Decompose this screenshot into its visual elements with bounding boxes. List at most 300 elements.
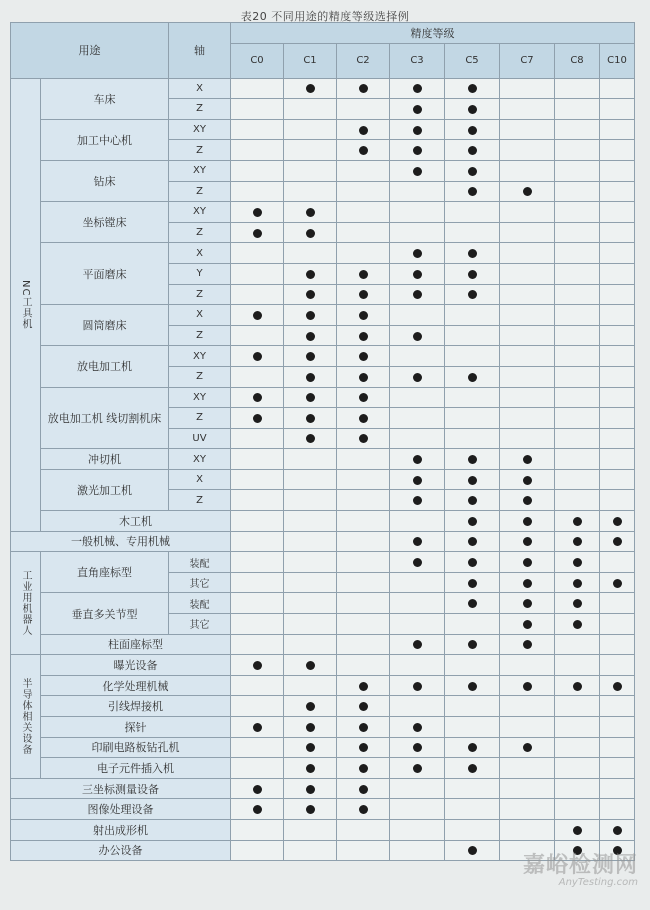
grade-cell-c3 (390, 202, 445, 223)
grade-cell-c2 (337, 655, 390, 676)
grade-cell-c5 (445, 593, 500, 614)
applicable-dot (359, 702, 368, 711)
applicable-dot (523, 496, 532, 505)
machine-name: 木工机 (41, 511, 231, 532)
grade-cell-c1 (284, 737, 337, 758)
grade-cell-c7 (500, 222, 555, 243)
grade-cell-c0 (231, 140, 284, 161)
applicable-dot (413, 290, 422, 299)
grade-cell-c8 (555, 758, 600, 779)
grade-cell-c2 (337, 758, 390, 779)
grade-cell-c10 (600, 634, 635, 655)
grade-cell-c5 (445, 840, 500, 861)
grade-cell-c1 (284, 243, 337, 264)
grade-cell-c2 (337, 202, 390, 223)
grade-cell-c10 (600, 819, 635, 840)
grade-cell-c8 (555, 675, 600, 696)
watermark (523, 848, 638, 888)
axis-cell: XY (169, 346, 231, 367)
applicable-dot (306, 84, 315, 93)
grade-cell-c8 (555, 469, 600, 490)
axis-cell: 其它 (169, 614, 231, 635)
applicable-dot (468, 167, 477, 176)
grade-cell-c2 (337, 284, 390, 305)
applicable-dot (523, 517, 532, 526)
grade-cell-c0 (231, 675, 284, 696)
grade-cell-c1 (284, 366, 337, 387)
grade-cell-c1 (284, 181, 337, 202)
table-row (11, 717, 635, 738)
grade-cell-c10 (600, 552, 635, 573)
applicable-dot (523, 558, 532, 567)
applicable-dot (573, 599, 582, 608)
table-row (11, 552, 635, 573)
grade-cell-c10 (600, 758, 635, 779)
grade-cell-c2 (337, 160, 390, 181)
applicable-dot (468, 599, 477, 608)
grade-header-c8: C8 (555, 43, 600, 78)
applicable-dot (413, 558, 422, 567)
grade-cell-c2 (337, 675, 390, 696)
grade-cell-c3 (390, 408, 445, 429)
grade-cell-c2 (337, 346, 390, 367)
grade-cell-c5 (445, 408, 500, 429)
grade-cell-c2 (337, 181, 390, 202)
grade-cell-c10 (600, 531, 635, 552)
grade-cell-c7 (500, 140, 555, 161)
applicable-dot (306, 393, 315, 402)
applicable-dot (613, 826, 622, 835)
grade-cell-c10 (600, 263, 635, 284)
applicable-dot (573, 579, 582, 588)
grade-cell-c5 (445, 634, 500, 655)
table-row (11, 305, 635, 326)
grade-cell-c8 (555, 572, 600, 593)
axis-cell: XY (169, 202, 231, 223)
grade-cell-c0 (231, 737, 284, 758)
grade-cell-c1 (284, 119, 337, 140)
grade-cell-c8 (555, 552, 600, 573)
grade-cell-c3 (390, 614, 445, 635)
grade-cell-c5 (445, 469, 500, 490)
axis-cell: Z (169, 490, 231, 511)
group-label: 工业用机器人 (11, 552, 41, 655)
applicable-dot (359, 434, 368, 443)
applicable-dot (413, 146, 422, 155)
grade-cell-c10 (600, 140, 635, 161)
table-caption: 表20 不同用途的精度等级选择例 (240, 10, 410, 23)
applicable-dot (359, 290, 368, 299)
grade-cell-c10 (600, 387, 635, 408)
grade-cell-c8 (555, 819, 600, 840)
applicable-dot (468, 270, 477, 279)
axis-cell: X (169, 305, 231, 326)
grade-cell-c8 (555, 284, 600, 305)
grade-cell-c3 (390, 490, 445, 511)
grade-cell-c7 (500, 778, 555, 799)
applicable-dot (573, 537, 582, 546)
grade-cell-c5 (445, 552, 500, 573)
grade-cell-c5 (445, 675, 500, 696)
applicable-dot (613, 682, 622, 691)
applicable-dot (468, 496, 477, 505)
applicable-dot (468, 537, 477, 546)
grade-cell-c8 (555, 696, 600, 717)
grade-cell-c1 (284, 325, 337, 346)
group-label: NC工具机 (11, 78, 41, 531)
machine-name: 车床 (41, 78, 169, 119)
grade-cell-c8 (555, 655, 600, 676)
grade-cell-c8 (555, 531, 600, 552)
applicable-dot (573, 517, 582, 526)
grade-cell-c2 (337, 737, 390, 758)
applicable-dot (359, 682, 368, 691)
grade-cell-c0 (231, 366, 284, 387)
grade-cell-c7 (500, 758, 555, 779)
grade-cell-c8 (555, 243, 600, 264)
grade-cell-c10 (600, 490, 635, 511)
grade-cell-c10 (600, 325, 635, 346)
grade-cell-c7 (500, 366, 555, 387)
grade-cell-c5 (445, 263, 500, 284)
table-row (11, 160, 635, 181)
grade-cell-c3 (390, 758, 445, 779)
grade-cell-c5 (445, 181, 500, 202)
grade-cell-c10 (600, 717, 635, 738)
applicable-dot (468, 743, 477, 752)
table-row (11, 243, 635, 264)
axis-cell: UV (169, 428, 231, 449)
applicable-dot (468, 249, 477, 258)
applicable-dot (306, 702, 315, 711)
grade-cell-c10 (600, 428, 635, 449)
grade-cell-c0 (231, 819, 284, 840)
grade-cell-c1 (284, 531, 337, 552)
table-row (11, 675, 635, 696)
grade-header-c0: C0 (231, 43, 284, 78)
grade-cell-c7 (500, 408, 555, 429)
grade-cell-c5 (445, 99, 500, 120)
grade-cell-c7 (500, 99, 555, 120)
applicable-dot (468, 764, 477, 773)
grade-cell-c7 (500, 202, 555, 223)
grade-cell-c5 (445, 284, 500, 305)
grade-cell-c3 (390, 552, 445, 573)
machine-name: 冲切机 (41, 449, 169, 470)
grade-cell-c0 (231, 469, 284, 490)
grade-cell-c3 (390, 181, 445, 202)
table-row (11, 531, 635, 552)
grade-cell-c3 (390, 634, 445, 655)
grade-cell-c3 (390, 325, 445, 346)
table-row (11, 202, 635, 223)
grade-cell-c2 (337, 634, 390, 655)
applicable-dot (413, 682, 422, 691)
applicable-dot (468, 476, 477, 485)
grade-cell-c5 (445, 696, 500, 717)
grade-cell-c1 (284, 160, 337, 181)
grade-cell-c1 (284, 449, 337, 470)
applicable-dot (468, 105, 477, 114)
applicable-dot (523, 476, 532, 485)
grade-cell-c3 (390, 428, 445, 449)
applicable-dot (359, 146, 368, 155)
grade-cell-c5 (445, 572, 500, 593)
grade-cell-c8 (555, 614, 600, 635)
grade-cell-c0 (231, 387, 284, 408)
grade-cell-c8 (555, 593, 600, 614)
applicable-dot (306, 723, 315, 732)
grade-cell-c10 (600, 366, 635, 387)
grade-cell-c5 (445, 346, 500, 367)
grade-cell-c1 (284, 778, 337, 799)
applicable-dot (306, 270, 315, 279)
applicable-dot (468, 682, 477, 691)
applicable-dot (413, 249, 422, 258)
axis-cell: Z (169, 366, 231, 387)
applicable-dot (306, 352, 315, 361)
grade-cell-c3 (390, 119, 445, 140)
grade-cell-c2 (337, 511, 390, 532)
grade-cell-c3 (390, 263, 445, 284)
grade-cell-c3 (390, 593, 445, 614)
grade-cell-c5 (445, 366, 500, 387)
grade-cell-c10 (600, 737, 635, 758)
applicable-dot (468, 290, 477, 299)
grade-cell-c8 (555, 511, 600, 532)
applicable-dot (468, 455, 477, 464)
grade-cell-c0 (231, 449, 284, 470)
grade-cell-c8 (555, 160, 600, 181)
grade-cell-c3 (390, 284, 445, 305)
grade-header-c2: C2 (337, 43, 390, 78)
grade-cell-c5 (445, 758, 500, 779)
applicable-dot (468, 146, 477, 155)
grade-cell-c0 (231, 325, 284, 346)
grade-cell-c5 (445, 78, 500, 99)
grade-cell-c0 (231, 243, 284, 264)
grade-cell-c2 (337, 552, 390, 573)
machine-name: 电子元件插入机 (41, 758, 231, 779)
grade-cell-c0 (231, 655, 284, 676)
grade-cell-c10 (600, 572, 635, 593)
applicable-dot (253, 785, 262, 794)
grade-cell-c2 (337, 531, 390, 552)
applicable-dot (253, 352, 262, 361)
grade-cell-c5 (445, 119, 500, 140)
applicable-dot (523, 640, 532, 649)
grade-cell-c7 (500, 531, 555, 552)
applicable-dot (253, 805, 262, 814)
grade-cell-c10 (600, 305, 635, 326)
grade-cell-c5 (445, 428, 500, 449)
grade-cell-c0 (231, 284, 284, 305)
grade-cell-c10 (600, 160, 635, 181)
applicable-dot (468, 558, 477, 567)
grade-cell-c7 (500, 737, 555, 758)
grade-cell-c5 (445, 243, 500, 264)
grade-cell-c2 (337, 799, 390, 820)
grade-cell-c3 (390, 511, 445, 532)
grade-header-c1: C1 (284, 43, 337, 78)
applicable-dot (253, 414, 262, 423)
applicable-dot (613, 517, 622, 526)
machine-name: 引线焊接机 (41, 696, 231, 717)
grade-cell-c8 (555, 428, 600, 449)
grade-cell-c7 (500, 263, 555, 284)
machine-name: 放电加工机 (41, 346, 169, 387)
grade-cell-c7 (500, 675, 555, 696)
grade-cell-c1 (284, 819, 337, 840)
grade-cell-c1 (284, 99, 337, 120)
axis-cell: XY (169, 119, 231, 140)
applicable-dot (468, 187, 477, 196)
grade-cell-c0 (231, 634, 284, 655)
grade-cell-c1 (284, 634, 337, 655)
grade-cell-c1 (284, 614, 337, 635)
grade-cell-c0 (231, 346, 284, 367)
applicable-dot (306, 290, 315, 299)
grade-cell-c5 (445, 655, 500, 676)
grade-cell-c3 (390, 696, 445, 717)
applicable-dot (523, 455, 532, 464)
grade-cell-c5 (445, 799, 500, 820)
grade-cell-c1 (284, 675, 337, 696)
applicable-dot (613, 579, 622, 588)
grade-cell-c2 (337, 408, 390, 429)
grade-cell-c0 (231, 305, 284, 326)
grade-cell-c0 (231, 78, 284, 99)
grade-cell-c2 (337, 840, 390, 861)
applicable-dot (573, 558, 582, 567)
grade-cell-c1 (284, 284, 337, 305)
table-row (11, 758, 635, 779)
grade-cell-c2 (337, 305, 390, 326)
applicable-dot (359, 311, 368, 320)
grade-cell-c0 (231, 222, 284, 243)
grade-cell-c8 (555, 305, 600, 326)
grade-cell-c0 (231, 119, 284, 140)
grade-cell-c8 (555, 140, 600, 161)
grade-cell-c1 (284, 593, 337, 614)
applicable-dot (573, 682, 582, 691)
machine-name: 直角座标型 (41, 552, 169, 593)
table-row (11, 737, 635, 758)
applicable-dot (573, 620, 582, 629)
applicable-dot (253, 393, 262, 402)
applicable-dot (413, 723, 422, 732)
grade-cell-c5 (445, 717, 500, 738)
grade-cell-c3 (390, 140, 445, 161)
machine-name: 平面磨床 (41, 243, 169, 305)
grade-cell-c3 (390, 799, 445, 820)
header-axis: 轴 (169, 23, 231, 79)
grade-cell-c1 (284, 696, 337, 717)
table-row (11, 634, 635, 655)
grade-cell-c0 (231, 696, 284, 717)
grade-cell-c8 (555, 717, 600, 738)
axis-cell: X (169, 78, 231, 99)
machine-name: 垂直多关节型 (41, 593, 169, 634)
applicable-dot (359, 723, 368, 732)
grade-cell-c10 (600, 181, 635, 202)
applicable-dot (306, 805, 315, 814)
table-row (11, 696, 635, 717)
grade-cell-c1 (284, 346, 337, 367)
grade-cell-c2 (337, 572, 390, 593)
grade-cell-c5 (445, 140, 500, 161)
grade-cell-c8 (555, 449, 600, 470)
grade-cell-c1 (284, 428, 337, 449)
grade-cell-c2 (337, 119, 390, 140)
grade-cell-c7 (500, 819, 555, 840)
applicable-dot (359, 393, 368, 402)
grade-header-c10: C10 (600, 43, 635, 78)
axis-cell: Y (169, 263, 231, 284)
applicable-dot (413, 496, 422, 505)
grade-cell-c3 (390, 469, 445, 490)
header-use: 用途 (11, 23, 169, 79)
applicable-dot (413, 640, 422, 649)
machine-name: 放电加工机 线切割机床 (41, 387, 169, 449)
grade-cell-c2 (337, 614, 390, 635)
grade-cell-c5 (445, 387, 500, 408)
grade-cell-c2 (337, 243, 390, 264)
table-row (11, 511, 635, 532)
machine-name: 印刷电路板钻孔机 (41, 737, 231, 758)
grade-cell-c10 (600, 511, 635, 532)
grade-cell-c1 (284, 140, 337, 161)
grade-cell-c10 (600, 119, 635, 140)
grade-cell-c8 (555, 799, 600, 820)
grade-cell-c2 (337, 778, 390, 799)
applicable-dot (413, 167, 422, 176)
grade-cell-c1 (284, 387, 337, 408)
grade-cell-c7 (500, 490, 555, 511)
axis-cell: X (169, 243, 231, 264)
grade-cell-c8 (555, 366, 600, 387)
axis-cell: Z (169, 284, 231, 305)
grade-cell-c2 (337, 325, 390, 346)
grade-cell-c10 (600, 99, 635, 120)
grade-cell-c3 (390, 366, 445, 387)
grade-cell-c3 (390, 305, 445, 326)
applicable-dot (359, 414, 368, 423)
grade-cell-c2 (337, 263, 390, 284)
group-label: 半导体相关设备 (11, 655, 41, 779)
grade-cell-c5 (445, 449, 500, 470)
applicable-dot (306, 785, 315, 794)
grade-cell-c3 (390, 222, 445, 243)
table-row (11, 449, 635, 470)
grade-cell-c8 (555, 408, 600, 429)
machine-name: 一般机械、专用机械 (11, 531, 231, 552)
grade-cell-c1 (284, 552, 337, 573)
grade-cell-c7 (500, 572, 555, 593)
grade-cell-c0 (231, 490, 284, 511)
grade-cell-c10 (600, 78, 635, 99)
grade-cell-c1 (284, 408, 337, 429)
grade-cell-c0 (231, 428, 284, 449)
grade-cell-c10 (600, 799, 635, 820)
grade-cell-c8 (555, 490, 600, 511)
grade-cell-c7 (500, 78, 555, 99)
applicable-dot (306, 208, 315, 217)
grade-cell-c5 (445, 325, 500, 346)
applicable-dot (306, 229, 315, 238)
machine-name: 激光加工机 (41, 469, 169, 510)
table-row (11, 655, 635, 676)
